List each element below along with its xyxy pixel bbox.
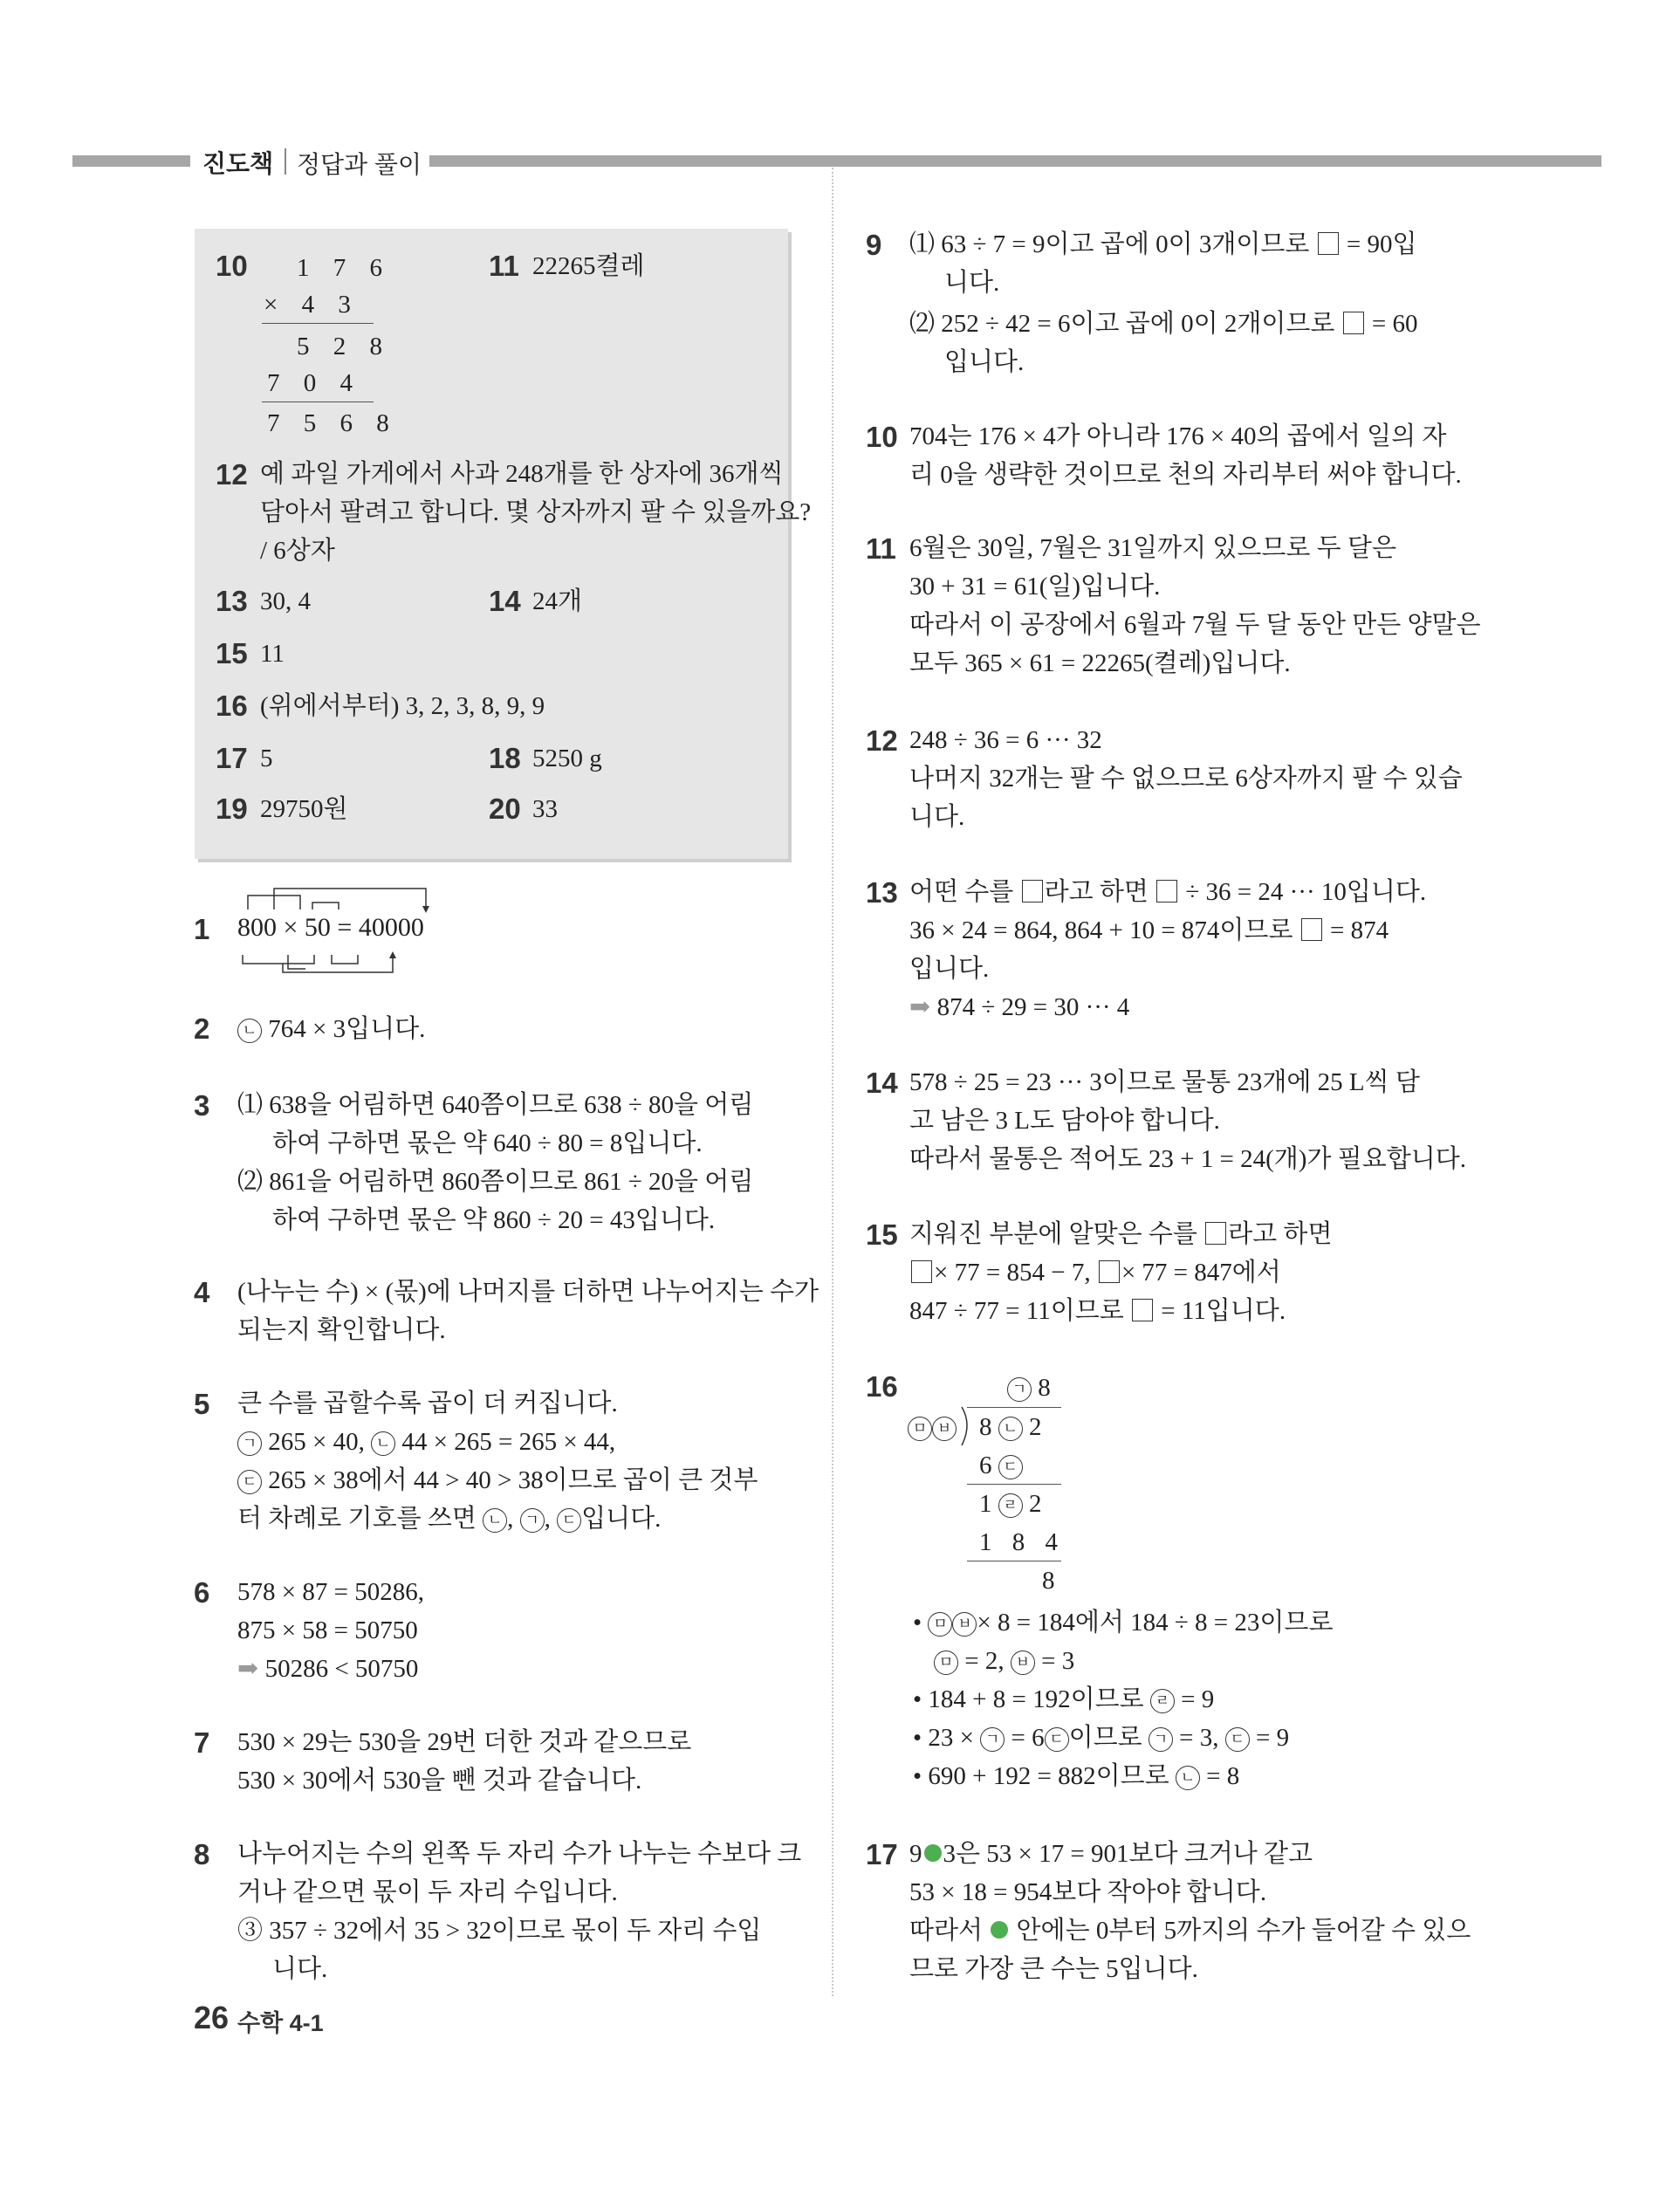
- item-text: 입니다.: [944, 348, 1025, 376]
- division-row: [979, 1445, 1023, 1486]
- item-text: 니다.: [272, 1955, 328, 1983]
- item-line: [237, 1009, 425, 1049]
- answer-text: / 6상자: [260, 537, 335, 565]
- item-text: 어떤 수를: [909, 878, 1014, 906]
- circled-mark: ㅁ: [928, 1612, 952, 1637]
- bullet-dot: •: [913, 1609, 922, 1637]
- item-line: [909, 872, 1426, 912]
- answer-number: 12: [216, 458, 248, 491]
- bullet-dot: •: [913, 1724, 922, 1752]
- bullet-line: [934, 1641, 1074, 1681]
- answer-number: 14: [489, 585, 521, 617]
- item-line: [909, 987, 1129, 1027]
- item-number: 8: [194, 1838, 210, 1870]
- blank-box: [1343, 312, 1364, 334]
- item-text: ⑵ 861을 어림하면 860쯤이므로 861 ÷ 20을 어림: [237, 1168, 754, 1196]
- item-text: = 2,: [964, 1647, 1005, 1675]
- item-text: 터 차례로 기호를 쓰면: [237, 1505, 477, 1533]
- circled-mark: ㄹ: [1150, 1689, 1175, 1713]
- item-number: 15: [866, 1218, 898, 1251]
- item-text: 36 × 24 = 864, 864 + 10 = 874이므로: [909, 916, 1293, 944]
- item-number: 7: [194, 1726, 210, 1759]
- item-text: = 874: [1329, 916, 1389, 944]
- division-row: 1 8 4: [979, 1528, 1065, 1556]
- item-text: ⑴ 638을 어림하면 640쯤이므로 638 ÷ 80을 어림: [237, 1091, 754, 1119]
- answer-text: 담아서 팔려고 합니다. 몇 상자까지 팔 수 있을까요?: [260, 498, 812, 526]
- item-text: = 9: [1181, 1685, 1215, 1713]
- bullet-line: [913, 1679, 1214, 1719]
- green-dot-icon: [991, 1921, 1008, 1939]
- mult-line: 7 0 4: [267, 369, 361, 397]
- item-text: 530 × 29는 530을 29번 더한 것과 같으므로: [237, 1728, 692, 1756]
- blank-box: [1156, 880, 1177, 902]
- item-text: 되는지 확인합니다.: [237, 1316, 446, 1344]
- item-number: 10: [866, 421, 898, 453]
- blank-box: [1318, 232, 1339, 255]
- mult-line: 5 2 8: [297, 333, 391, 360]
- item-text: 847 ÷ 77 = 11이므로: [909, 1297, 1124, 1325]
- item-text: 모두 365 × 61 = 22265(켤레)입니다.: [909, 649, 1291, 677]
- digit: 8: [1038, 1374, 1051, 1402]
- answer-number: 13: [216, 585, 248, 617]
- item-text: × 8 = 184에서 184 ÷ 8 = 23이므로: [977, 1609, 1334, 1637]
- item-text: 안에는 0부터 5까지의 수가 들어갈 수 있으: [1016, 1917, 1471, 1945]
- item-text: 따라서: [909, 1917, 984, 1945]
- item-text: 나누어지는 수의 왼쪽 두 자리 수가 나누는 수보다 크: [237, 1840, 802, 1868]
- circled-mark: ㄴ: [237, 1019, 262, 1043]
- circled-mark: ㄴ: [483, 1508, 507, 1533]
- item-line: [237, 1460, 758, 1500]
- item-number: 11: [866, 532, 896, 565]
- circled-mark: ㅂ: [932, 1417, 957, 1441]
- item-line: [909, 224, 1417, 264]
- item-text: ⑵ 252 ÷ 42 = 6이고 곱에 0이 2개이므로: [909, 310, 1335, 338]
- answer-number: 19: [216, 793, 248, 825]
- circled-mark: ㄱ: [1007, 1377, 1032, 1402]
- digit: 8: [979, 1413, 992, 1441]
- item-line: [237, 1422, 615, 1462]
- item-text: 23 ×: [928, 1724, 975, 1752]
- blank-box: [1132, 1299, 1153, 1321]
- item-text: 578 ÷ 25 = 23 ··· 3이므로 물통 23개에 25 L씩 담: [909, 1068, 1420, 1096]
- item-number: 14: [866, 1067, 898, 1099]
- book-title: 수학 4-1: [237, 2010, 324, 2036]
- item-text: 265 × 40,: [268, 1428, 365, 1456]
- item-number: 9: [866, 229, 882, 261]
- answer-number: 15: [216, 637, 248, 669]
- answer-text: 11: [260, 640, 285, 668]
- answer-text: 5: [260, 745, 273, 772]
- arrow-icon: ➡: [237, 1655, 259, 1683]
- item-text: 하여 구하면 몫은 약 860 ÷ 20 = 43입니다.: [272, 1206, 716, 1234]
- item-text: = 90입: [1346, 230, 1417, 258]
- item-text: 따라서 물통은 적어도 23 + 1 = 24(개)가 필요합니다.: [909, 1145, 1466, 1173]
- division-row: [979, 1484, 1042, 1524]
- header-title: 진도책: [202, 150, 274, 177]
- bullet-dot: •: [913, 1685, 922, 1713]
- circled-mark: ㄷ: [1045, 1727, 1069, 1752]
- page-number: 26: [194, 2000, 230, 2035]
- item-line: [237, 1649, 418, 1689]
- bullet-line: [913, 1756, 1239, 1796]
- circled-mark: ㄴ: [998, 1417, 1023, 1441]
- item-text: = 60: [1371, 310, 1418, 338]
- division-divisor: [908, 1407, 957, 1447]
- item-text: 875 × 58 = 50750: [237, 1616, 418, 1644]
- circled-mark: ㄱ: [980, 1727, 1005, 1752]
- answer-number: 18: [489, 742, 521, 774]
- item-line: [909, 1911, 1471, 1951]
- mult-line: 7 5 6 8: [267, 409, 398, 437]
- header-bar-right: [429, 155, 1601, 167]
- item-line: [909, 910, 1389, 951]
- circled-mark: ㄱ: [1149, 1727, 1173, 1752]
- answer-number: 11: [489, 250, 519, 282]
- division-dividend: [979, 1407, 1042, 1447]
- header-subtitle: 정답과 풀이: [297, 151, 422, 178]
- item-number: 5: [194, 1388, 210, 1420]
- item-text: 니다.: [944, 269, 1000, 297]
- header-separator: [285, 148, 286, 175]
- circled-mark: ㄷ: [1225, 1727, 1250, 1752]
- circled-mark: ㅁ: [934, 1651, 958, 1675]
- blank-box: [1022, 880, 1043, 902]
- header-bar-left: [72, 155, 190, 167]
- circled-mark: ㄱ: [237, 1431, 262, 1456]
- answer-text: 예 과일 가게에서 사과 248개를 한 상자에 36개씩: [260, 460, 784, 488]
- item-text: = 9: [1256, 1724, 1290, 1752]
- item-text: ÷ 36 = 24 ··· 10입니다.: [1185, 878, 1427, 906]
- division-remainder: 8: [1042, 1567, 1055, 1595]
- answer-number: 10: [216, 250, 248, 282]
- item-text: 입니다.: [909, 955, 990, 983]
- answer-number: 20: [489, 793, 521, 825]
- item-number: 3: [194, 1089, 210, 1122]
- item-text: (나누는 수) × (몫)에 나머지를 더하면 나누어지는 수가: [237, 1278, 819, 1306]
- digit: 2: [1029, 1413, 1042, 1441]
- item-number: 4: [194, 1276, 210, 1308]
- circled-mark: ㅂ: [1011, 1651, 1035, 1675]
- bullet-dot: •: [913, 1762, 922, 1790]
- circled-mark: ㄱ: [520, 1508, 545, 1533]
- answer-number: 17: [216, 742, 248, 774]
- blank-box: [1301, 918, 1322, 941]
- answer-text: 33: [532, 795, 558, 823]
- item-number: 16: [866, 1370, 898, 1403]
- item-text: 거나 같으면 몫이 두 자리 수입니다.: [237, 1878, 618, 1906]
- mult-rule: [262, 401, 374, 402]
- answer-number: 16: [216, 690, 248, 722]
- item-text: 므로 가장 큰 수는 5입니다.: [909, 1955, 1198, 1983]
- item-text: × 77 = 847에서: [1121, 1259, 1281, 1287]
- mult-line: × 4 3: [264, 291, 360, 319]
- item-text: 248 ÷ 36 = 6 ··· 32: [909, 726, 1102, 754]
- digit: 2: [1029, 1490, 1042, 1518]
- item-line: [909, 1252, 1281, 1293]
- item-line: [909, 1214, 1332, 1254]
- item-number: 17: [866, 1838, 898, 1870]
- item-text: 53 × 18 = 954보다 작아야 합니다.: [909, 1878, 1267, 1906]
- item-text: 764 × 3입니다.: [268, 1015, 426, 1043]
- blank-box: [1099, 1260, 1120, 1283]
- item-text: 9: [909, 1840, 922, 1868]
- item-number: 1: [194, 913, 210, 945]
- item-text: 라고 하면: [1228, 1220, 1333, 1248]
- item-text: 578 × 87 = 50286,: [237, 1578, 424, 1606]
- answer-text: 22265켤레: [532, 252, 645, 280]
- item-text: 큰 수를 곱할수록 곱이 더 커집니다.: [237, 1390, 618, 1417]
- item-number: 12: [866, 724, 898, 757]
- arrow-icon: ➡: [909, 993, 931, 1021]
- answer-text: 30, 4: [260, 587, 311, 615]
- item-text: ③ 357 ÷ 32에서 35 > 32이므로 몫이 두 자리 수입: [237, 1917, 762, 1945]
- item-number: 13: [866, 876, 898, 909]
- item-text: 690 + 192 = 882이므로: [928, 1762, 1169, 1790]
- item-text: 44 × 265 = 265 × 44,: [401, 1428, 616, 1456]
- blank-box: [1205, 1222, 1226, 1245]
- item-number: 2: [194, 1012, 210, 1045]
- item-text: 874 ÷ 29 = 30 ··· 4: [936, 993, 1130, 1021]
- item-text: 30 + 31 = 61(일)입니다.: [909, 573, 1161, 601]
- circled-mark: ㅁ: [908, 1417, 932, 1441]
- item-line: [909, 1834, 1313, 1874]
- item-text: 지워진 부분에 알맞은 수를: [909, 1220, 1197, 1248]
- item-text: 800 × 50 = 40000: [237, 913, 424, 942]
- item-line: 터 차례로 기호를 쓰면 ㄴ , ㄱ , ㄷ 입니다.: [237, 1505, 662, 1533]
- item-text: 6월은 30일, 7월은 31일까지 있으므로 두 달은: [909, 534, 1396, 562]
- item-text: 리 0을 생략한 것이므로 천의 자리부터 써야 합니다.: [909, 461, 1462, 489]
- circled-mark: ㄷ: [998, 1455, 1023, 1479]
- mult-line: 1 7 6: [297, 254, 391, 282]
- mult-rule: [262, 323, 374, 324]
- column-divider: [832, 168, 833, 1996]
- item-text: 50286 < 50750: [264, 1655, 419, 1683]
- circled-mark: ㄷ: [237, 1470, 262, 1494]
- item-line: [909, 304, 1418, 344]
- item-line: [909, 1291, 1286, 1331]
- circled-mark: ㄷ: [557, 1508, 581, 1533]
- item-text: 라고 하면: [1044, 878, 1149, 906]
- blank-box: [911, 1260, 932, 1283]
- item-text: = 3: [1041, 1647, 1075, 1675]
- bullet-line: [913, 1602, 1333, 1643]
- item-text: 나머지 32개는 팔 수 없으므로 6상자까지 팔 수 있습: [909, 765, 1463, 793]
- answer-text: 29750원: [260, 795, 348, 823]
- item-text: 265 × 38에서 44 > 40 > 38이므로 곱이 큰 것부: [268, 1466, 758, 1494]
- answer-text: (위에서부터) 3, 2, 3, 8, 9, 9: [260, 692, 545, 720]
- item-text: = 8: [1206, 1762, 1240, 1790]
- digit: 6: [979, 1452, 992, 1479]
- digit: 1: [979, 1490, 992, 1518]
- circled-mark: ㅂ: [952, 1612, 977, 1637]
- item-text: = 3,: [1179, 1724, 1219, 1752]
- item-text: 704는 176 × 4가 아니라 176 × 40의 곱에서 일의 자: [909, 422, 1447, 450]
- green-dot-icon: [924, 1844, 942, 1862]
- division-quotient: [1007, 1368, 1051, 1408]
- item-text: 하여 구하면 몫은 약 640 ÷ 80 = 8입니다.: [272, 1129, 703, 1157]
- division-bracket: [960, 1405, 974, 1449]
- item-text: 184 + 8 = 192이므로: [928, 1685, 1144, 1713]
- item-text: 고 남은 3 L도 담아야 합니다.: [909, 1107, 1220, 1135]
- circled-mark: ㄴ: [371, 1431, 395, 1456]
- item-text: 니다.: [909, 803, 965, 831]
- item-text: 따라서 이 공장에서 6월과 7월 두 달 동안 만든 양말은: [909, 611, 1481, 639]
- circled-mark: ㄹ: [998, 1493, 1023, 1518]
- item-text: 이므로: [1068, 1724, 1142, 1752]
- answer-text: 24개: [532, 587, 583, 615]
- item-text: 입니다.: [581, 1505, 662, 1533]
- item-number: 6: [194, 1576, 210, 1609]
- item-text: = 6: [1011, 1724, 1045, 1752]
- item-text: × 77 = 854 − 7,: [934, 1259, 1091, 1287]
- item-text: 3은 53 × 17 = 901보다 크거나 같고: [943, 1840, 1313, 1868]
- item-text: 530 × 30에서 530을 뺀 것과 같습니다.: [237, 1767, 642, 1795]
- item-text: = 11입니다.: [1161, 1297, 1286, 1325]
- circled-mark: ㄴ: [1176, 1766, 1200, 1790]
- answer-text: 5250 g: [532, 745, 602, 772]
- bullet-line: [913, 1718, 1289, 1758]
- item-text: ⑴ 63 ÷ 7 = 9이고 곱에 0이 3개이므로: [909, 230, 1310, 258]
